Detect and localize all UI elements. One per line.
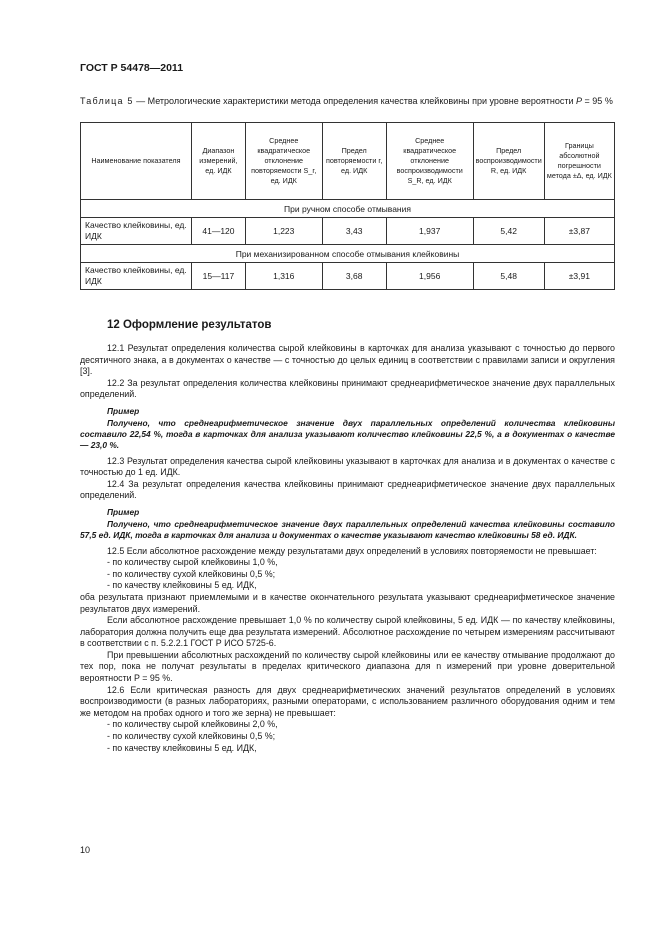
col-header-sR: Среднее квадратическое отклонение воспроизводимости S_R, ед. ИДК [386, 123, 473, 200]
list-item: - по качеству клейковины 5 ед. ИДК, [107, 580, 257, 591]
section-manual: При ручном способе отмывания [81, 200, 615, 218]
paragraph-12-4: 12.4 За результат определения качества клейковины принимают среднеарифметическое значение двух параллельных определений. [80, 478, 615, 501]
example-title: Пример [107, 405, 140, 416]
paragraph-12-5-result: оба результата признают приемлемыми и в качестве окончательного результата указывают среднеарифметическое значение результатов двух измерений. [80, 591, 615, 614]
cell-range: 41—120 [191, 218, 245, 245]
table-row [81, 263, 615, 290]
list-item: - по количеству сырой клейковины 2,0 %, [107, 719, 278, 730]
col-header-range: Диапазон измерений, ед. ИДК [191, 123, 245, 200]
list-item: - по количеству сырой клейковины 1,0 %, [107, 557, 278, 568]
cell-r: 3,43 [322, 218, 386, 245]
cell-R: 5,42 [473, 218, 544, 245]
cell-R: 5,48 [473, 263, 544, 290]
section-mechanized: При механизированном способе отмывания клейковины [81, 245, 615, 263]
table-section-row [81, 200, 615, 218]
probability-value: = 95 % [582, 96, 613, 106]
paragraph-12-5: 12.5 Если абсолютное расхождение между результатами двух определений в условиях повторяемости не превышает: [107, 545, 597, 556]
cell-sr: 1,316 [246, 263, 323, 290]
probability-symbol: P [576, 96, 583, 106]
paragraph-12-1: 12.1 Результат определения количества сырой клейковины в карточках для анализа указывают с точностью до первого десятичного знака, а в документах о качестве — с точностью до целых единиц в соответствии с правилами записи и округления [3]. [80, 343, 615, 377]
paragraph-12-3: 12.3 Результат определения качества сырой клейковины указывают в карточках для анализа и в документах о качестве с точностью до 1 ед. ИДК. [80, 455, 615, 478]
cell-range: 15—117 [191, 263, 245, 290]
col-header-r: Предел повторяемости r, ед. ИДК [322, 123, 386, 200]
col-header-indicator: Наименование показателя [81, 123, 192, 200]
table-header-row [81, 123, 615, 200]
document-code: ГОСТ Р 54478—2011 [80, 62, 184, 74]
section-title: 12 Оформление результатов [107, 319, 272, 331]
col-header-delta: Границы абсолютной погрешности метода ±Δ, ед. ИДК [544, 123, 614, 200]
table-caption-label: Таблица 5 [80, 96, 134, 106]
table-section-row [81, 245, 615, 263]
cell-delta: ±3,87 [544, 218, 614, 245]
cell-r: 3,68 [322, 263, 386, 290]
table-caption-text: — Метрологические характеристики метода определения качества клейковины при уровне вероятности [133, 96, 577, 106]
col-header-sr: Среднее квадратическое отклонение повторяемости S_r, ед. ИДК [246, 123, 323, 200]
table-caption [80, 95, 614, 107]
cell-sR: 1,937 [386, 218, 473, 245]
page-number: 10 [80, 845, 91, 855]
cell-sr: 1,223 [246, 218, 323, 245]
cell-indicator: Качество клейковины, ед. ИДК [81, 218, 192, 245]
list-item: - по качеству клейковины 5 ед. ИДК, [107, 742, 257, 753]
paragraph-12-5-exceed: Если абсолютное расхождение превышает 1,0 % по количеству сырой клейковины, 5 ед. ИДК — по качеству клейковины, лаборатория должна получить еще два результата измерений. Абсолютное расхождение по четырем измерениям рассчитывают в соответствии с п. 5.2.2.1 ГОСТ Р ИСО 5725-6. [80, 615, 615, 649]
section-body [80, 343, 615, 754]
col-header-R: Предел воспроизводимости R, ед. ИДК [473, 123, 544, 200]
metrology-table [80, 122, 615, 290]
cell-indicator: Качество клейковины, ед. ИДК [81, 263, 192, 290]
list-item: - по количеству сухой клейковины 0,5 %; [107, 568, 276, 579]
example-title: Пример [107, 506, 140, 517]
table-row [81, 218, 615, 245]
cell-delta: ±3,91 [544, 263, 614, 290]
example-1: Получено, что среднеарифметическое значение двух параллельных определений количества клейковины составило 22,54 %, тогда в карточках для анализа указывают количество клейковины 22,5 %, а в документах о качестве — 23,0 %. [80, 417, 615, 450]
paragraph-12-5-continue: При превышении абсолютных расхождений по количеству сырой клейковины или ее качеству отмывание продолжают до тех пор, пока не получат результаты в пределах критического диапазона для n измерений при уровне доверительной вероятности P = 95 %. [80, 649, 615, 684]
list-item: - по количеству сухой клейковины 0,5 %; [107, 731, 276, 742]
paragraph-12-6: 12.6 Если критическая разность для двух среднеарифметических значений результатов определений в условиях воспроизводимости (в разных лабораториях, разными операторами, с использованием различного оборудования одним и тем же методом на пробах одного и того же зерна) не превышает: [80, 684, 615, 718]
example-2: Получено, что среднеарифметическое значение двух параллельных определений качества клейковины составило 57,5 ед. ИДК, тогда в карточках для анализа и документах о качестве указывают качество клейковины 58 ед. ИДК. [80, 518, 615, 540]
cell-sR: 1,956 [386, 263, 473, 290]
paragraph-12-2: 12.2 За результат определения количества клейковины принимают среднеарифметическое значение двух параллельных определений. [80, 377, 615, 400]
